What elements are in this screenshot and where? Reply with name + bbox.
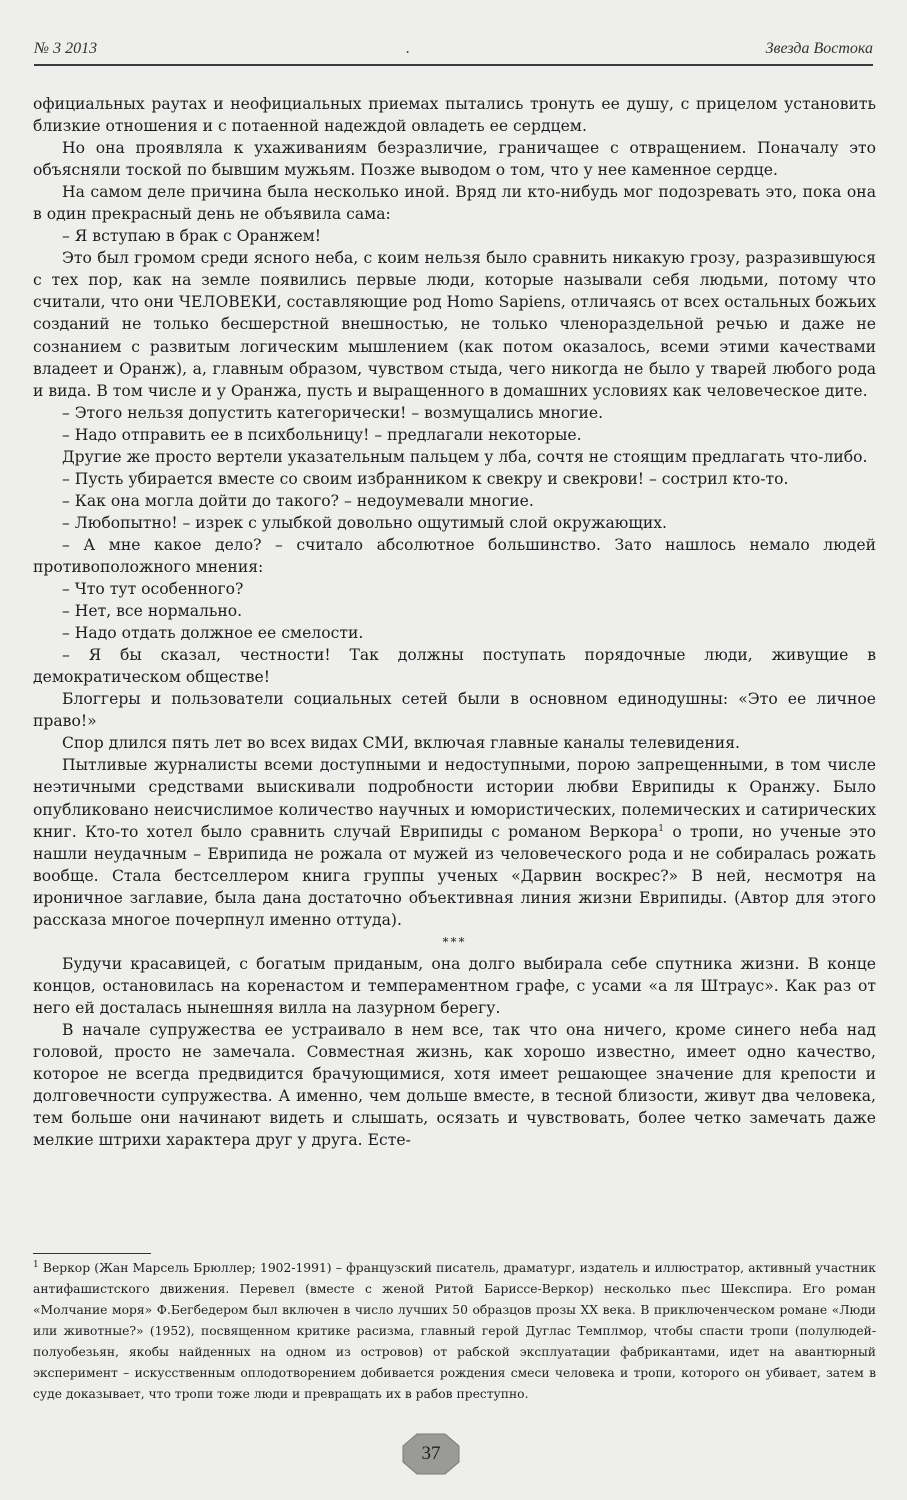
paragraph: Это был громом среди ясного неба, с коим нельзя было сравнить никакую грозу, разразившуюся с тех пор, как на земле появились первые люди, которые называли себя людьми, потому что считали, что они ЧЕЛОВЕКИ, составляющие род Homo Sapiens, отличаясь от всех остальных божьих созданий не только бесшерстной внешностью, не только членораздельной речью и даже не сознанием с развитым логическим мышлением (как потом оказалось, всеми этими качествами владеет и Оранж), а, главным образом, чувством стыда, чего никогда не было у тварей любого рода и вида. В том числе и у Оранжа, пусть и выращенного в домашних условиях как человеческое дите.: [33, 249, 876, 400]
paragraph: официальных раутах и неофициальных приемах пытались тронуть ее душу, с прицелом установить близкие отношения и с потаенной надеждой овладеть ее сердцем.: [33, 95, 876, 136]
paragraph-text: о тропи, но ученые это нашли неудачным – Еврипида не рожала от мужей из человеческого рода и не собиралась рожать вообще. Стала бестселлером книга группы ученых «Дарвин воскрес?» В ней, несмотря на ироничное заглавие, была дана достаточно объективная линия жизни Еврипиды. (Автор для этого рассказа многое почерпнул именно оттуда).: [33, 822, 876, 929]
paragraph: – Что тут особенного?: [62, 580, 244, 599]
paragraph: – Надо отправить ее в психбольницу! – предлагали некоторые.: [62, 425, 582, 444]
paragraph: – Любопытно! – изрек с улыбкой довольно ощутимый слой окружающих.: [62, 513, 667, 532]
header-mark: .: [406, 40, 410, 57]
paragraph: В начале супружества ее устраивало в нем все, так что она ничего, кроме синего неба над головой, просто не замечала. Совместная жизнь, как хорошо известно, имеет одно качество, которое не всегда предвидится брачующимися, хотя имеет решающее значение для крепости и долговечности супружества. А именно, чем дольше вместе, в тесной близости, живут два человека, тем больше они начинают видеть и слышать, осязать и чувствовать, более четко замечать даже мелкие штрихи характера друг у друга. Есте-: [33, 1020, 876, 1150]
footnote-ref: 1: [658, 823, 665, 834]
running-header: [34, 36, 873, 62]
section-separator: ***: [442, 934, 467, 949]
journal-title: Звезда Востока: [765, 40, 873, 57]
header-rule: [34, 64, 873, 66]
paragraph: Будучи красавицей, с богатым приданым, она долго выбирала себе спутника жизни. В конце концов, остановилась на коренастом и темпераментном графе, с усами «а ля Штраус». Как раз от него ей досталась нынешняя вилла на лазурном берегу.: [33, 954, 876, 1017]
paragraph: – Надо отдать должное ее смелости.: [62, 624, 364, 643]
paragraph: – Этого нельзя допустить категорически! – возмущались многие.: [62, 403, 604, 422]
paragraph: Блоггеры и пользователи социальных сетей были в основном единодушны: «Это ее личное право!»: [33, 690, 876, 731]
footnote-mark: 1: [33, 1259, 39, 1270]
paragraph: Но она проявляла к ухаживаниям безразличие, граничащее с отвращением. Поначалу это объясняли тоской по бывшим мужьям. Позже выводом о том, что у нее каменное сердце.: [33, 139, 876, 180]
paragraph: Спор длился пять лет во всех видах СМИ, включая главные каналы телевидения.: [62, 734, 740, 753]
paragraph: Другие же просто вертели указательным пальцем у лба, сочтя не стоящим предлагать что-либо.: [62, 447, 868, 466]
paragraph-with-footnote: [33, 754, 876, 930]
paragraph: – А мне какое дело? – считало абсолютное большинство. Зато нашлось немало людей противоположного мнения:: [33, 535, 876, 576]
paragraph-text: Пытливые журналисты всеми доступными и недоступными, порою запрещенными, в том числе неэтичными средствами выискивали подробности истории любви Еврипиды к Оранжу. Было опубликовано неисчислимое количество научных и юмористических, полемических и сатирических книг. Кто-то хотел было сравнить случай Еврипиды с романом Веркора: [33, 756, 876, 841]
page-number: 37: [421, 1443, 441, 1464]
footnote: [33, 1258, 876, 1405]
paragraph: – Пусть убирается вместе со своим избранником к свекру и свекрови! – сострил кто-то.: [62, 469, 789, 488]
issue-number: № 3 2013: [34, 40, 98, 57]
footnote-rule: [33, 1253, 151, 1254]
paragraph: – Я вступаю в брак с Оранжем!: [62, 227, 322, 246]
paragraph: – Как она могла дойти до такого? – недоумевали многие.: [62, 491, 534, 510]
paragraph: – Нет, все нормально.: [62, 602, 243, 621]
paragraph: – Я бы сказал, честности! Так должны поступать порядочные люди, живущие в демократическом обществе!: [33, 646, 876, 687]
footnote-text: Веркор (Жан Марсель Брюллер; 1902-1991) – французский писатель, драматург, издатель и иллюстратор, активный участник антифашистского движения. Перевел (вместе с женой Ритой Бариссе-Веркор) несколько пьес Шекспира. Его роман «Молчание моря» Ф.Бегбедером был включен в число лучших 50 образцов прозы XX века. В приключенческом романе «Люди или животные?» (1952), посвященном критике расизма, главный герой Дуглас Темплмор, чтобы спасти тропи (полулюдей-полуобезьян, якобы найденных на одном из островов) от рабской эксплуатации фабрикантами, идет на авантюрный эксперимент – искусственным оплодотворением добивается рождения смеси человека и тропи, которого он убивает, затем в суде доказывает, что тропи тоже люди и превращать их в рабов преступно.: [33, 1261, 876, 1401]
article-body: [33, 93, 876, 1151]
page-number-badge: [401, 1432, 461, 1476]
paragraph: На самом деле причина была несколько иной. Вряд ли кто-нибудь мог подозревать это, пока она в один прекрасный день не объявила сама:: [33, 183, 876, 224]
